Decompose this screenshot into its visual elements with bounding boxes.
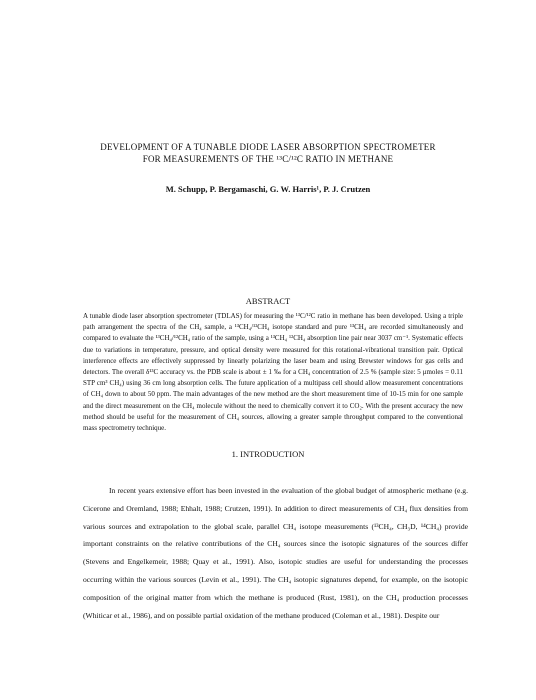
introduction-heading: 1. INTRODUCTION bbox=[231, 449, 305, 459]
introduction-text bbox=[83, 482, 468, 624]
title-line-2: FOR MEASUREMENTS OF THE ¹³C/¹²C RATIO IN METHANE bbox=[142, 154, 394, 164]
author-list: M. Schupp, P. Bergamaschi, G. W. Harris¹, P. J. Crutzen bbox=[165, 184, 371, 194]
abstract-text: A tunable diode laser absorption spectrometer (TDLAS) for measuring the ¹³C/¹²C ratio in methane has been developed. Using a triple path arrangement the spectra of the CH₄ sample, a ¹³CH₄/¹²CH₄ isotope standard and pure ¹³CH₄ are recorded simultaneously and compared to evaluate the ¹³CH₄/¹²CH₄ ratio of the sample, using a ¹³CH₄ ¹²CH₄ absorption line pair near 3037 cm⁻¹. Systematic effects due to variations in temperature, pressure, and optical density were measured for this rotational-vibrational transition pair. Optical interference effects are effectively suppressed by linearly polarizing the laser beam and using Brewster windows for gas cells and detectors. The overall δ¹³C accuracy vs. the PDB scale is about ± 1 ‰ for a CH₄ concentration of 2.5 % (sample size: 5 μmoles = 0.11 STP cm³ CH₄) using 36 cm long absorption cells. The future application of a multipass cell should allow measurement concentrations of CH₄ down to about 50 ppm. The main advantages of the new method are the short measurement time of 10-15 min for one sample and the direct measurement on the CH₄ molecule without the need to chemically convert it to CO₂. With the present accuracy the new method should be useful for the measurement of CH₄ sources, allowing a greater sample throughput compared to the conventional mass spectrometry technique. bbox=[83, 312, 463, 433]
introduction-body: In recent years extensive effort has been invested in the evaluation of the global budget of atmospheric methane (e.g. Cicerone and Oremland, 1988; Ehhalt, 1988; Crutzen, 1991). In addition to direct measurements of CH₄ flux densities from various sources and extrapolation to the global scale, parallel CH₄ isotope measurements (¹³CH₄, CH₃D, ¹⁴CH₄) provide important constraints on the relative contributions of the CH₄ sources since the isotopic signatures of the sources differ (Stevens and Engelkemeir, 1988; Quay et al., 1991). Also, isotopic studies are useful for understanding the processes occurring within the various sources (Levin et al., 1991). The CH₄ isotopic signatures depend, for example, on the isotopic composition of the original matter from which the methane is produced (Rust, 1981), on the CH₄ production processes (Whiticar et al., 1986), and on possible partial oxidation of the methane produced (Coleman et al., 1981). Despite our bbox=[83, 486, 468, 620]
abstract-heading: ABSTRACT bbox=[245, 296, 291, 306]
title-line-1: DEVELOPMENT OF A TUNABLE DIODE LASER ABSORPTION SPECTROMETER bbox=[100, 142, 436, 152]
paper-title bbox=[60, 141, 476, 165]
